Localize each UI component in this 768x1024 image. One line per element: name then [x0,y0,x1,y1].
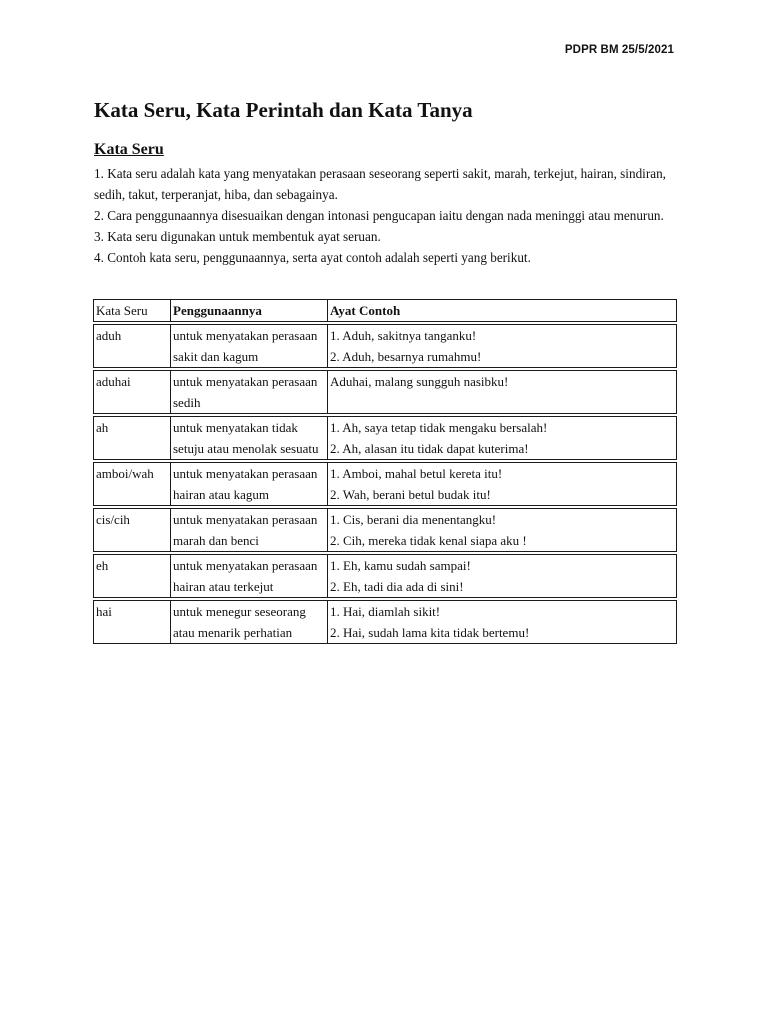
section-heading: Kata Seru [94,141,164,158]
cell-examples [327,324,677,368]
example-sentence: 1. Aduh, sakitnya tanganku! [330,328,477,343]
table-row [93,462,677,506]
table-row [93,370,677,414]
cell-word: aduh [93,324,170,368]
cell-word: eh [93,554,170,598]
cell-word: hai [93,600,170,644]
table-row [93,416,677,460]
cell-usage: untuk menyatakan perasaan sedih [170,370,327,414]
page-title: Kata Seru, Kata Perintah dan Kata Tanya [94,98,473,122]
cell-usage: untuk menyatakan perasaan hairan atau kagum [170,462,327,506]
paragraph: 3. Kata seru digunakan untuk membentuk ayat seruan. [94,229,381,244]
cell-usage: untuk menyatakan perasaan marah dan benci [170,508,327,552]
kata-seru-table [93,297,677,646]
example-sentence: 1. Eh, kamu sudah sampai! [330,558,471,573]
example-sentence: 2. Cih, mereka tidak kenal siapa aku ! [330,533,527,548]
table-row [93,324,677,368]
paragraph: 4. Contoh kata seru, penggunaannya, serta ayat contoh adalah seperti yang berikut. [94,250,531,265]
cell-examples [327,370,677,414]
column-header-kata-seru: Kata Seru [93,299,170,322]
cell-usage: untuk menyatakan perasaan hairan atau terkejut [170,554,327,598]
cell-examples [327,416,677,460]
table-row [93,600,677,644]
cell-word: cis/cih [93,508,170,552]
cell-examples [327,508,677,552]
example-sentence: 1. Hai, diamlah sikit! [330,604,441,619]
example-sentence: 1. Cis, berani dia menentangku! [330,512,497,527]
header-note: PDPR BM 25/5/2021 [564,44,674,56]
table-row [93,508,677,552]
cell-usage: untuk menyatakan perasaan sakit dan kagum [170,324,327,368]
cell-examples [327,462,677,506]
example-sentence: 2. Eh, tadi dia ada di sini! [330,579,464,594]
cell-usage: untuk menegur seseorang atau menarik perhatian [170,600,327,644]
column-header-ayat-contoh: Ayat Contoh [327,299,677,322]
column-header-penggunaannya: Penggunaannya [170,299,327,322]
example-sentence: Aduhai, malang sungguh nasibku! [330,374,509,389]
example-sentence: 2. Ah, alasan itu tidak dapat kuterima! [330,441,529,456]
paragraph: 1. Kata seru adalah kata yang menyatakan perasaan seseorang seperti sakit, marah, terkejut, hairan, sindiran, sedih, takut, terperanjat, hiba, dan sebagainya. [94,166,666,202]
section-body [94,163,684,268]
table-row [93,554,677,598]
cell-word: aduhai [93,370,170,414]
example-sentence: 1. Ah, saya tetap tidak mengaku bersalah! [330,420,548,435]
example-sentence: 1. Amboi, mahal betul kereta itu! [330,466,503,481]
example-sentence: 2. Wah, berani betul budak itu! [330,487,491,502]
example-sentence: 2. Aduh, besarnya rumahmu! [330,349,482,364]
paragraph: 2. Cara penggunaannya disesuaikan dengan intonasi pengucapan iaitu dengan nada meninggi atau menurun. [94,208,664,223]
table-header-row [93,299,677,322]
cell-usage: untuk menyatakan tidak setuju atau menolak sesuatu [170,416,327,460]
example-sentence: 2. Hai, sudah lama kita tidak bertemu! [330,625,530,640]
cell-examples [327,600,677,644]
cell-word: ah [93,416,170,460]
cell-examples [327,554,677,598]
cell-word: amboi/wah [93,462,170,506]
